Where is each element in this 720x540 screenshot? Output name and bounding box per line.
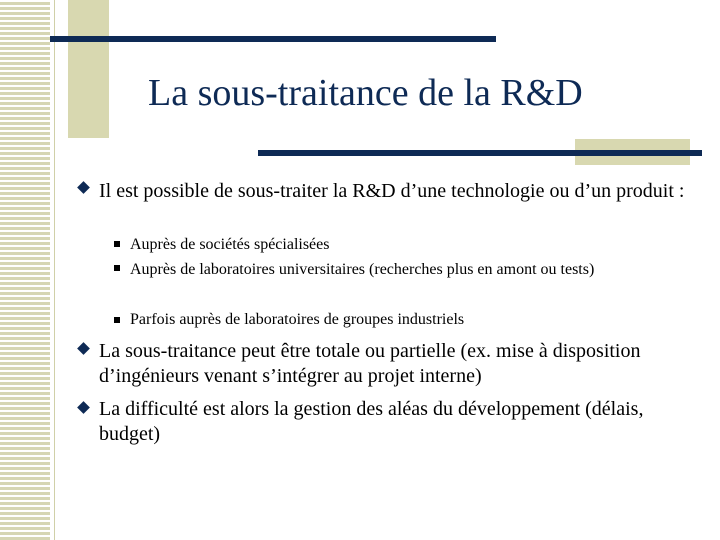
diamond-bullet-icon — [77, 342, 90, 355]
diamond-bullet-icon — [77, 181, 90, 194]
top-accent-bar — [50, 36, 496, 42]
sub-bullet-text: Auprès de laboratoires universitaires (recherches plus en amont ou tests) — [130, 261, 595, 278]
square-bullet-icon — [114, 317, 120, 323]
sub-bullet-text: Parfois auprès de laboratoires de groupes industriels — [130, 311, 465, 328]
bullet-text: La sous-traitance peut être totale ou partielle (ex. mise à disposition d’ingénieurs venant s’intégrer au projet interne) — [99, 340, 641, 387]
square-bullet-icon — [114, 241, 120, 247]
bullet-text: Il est possible de sous-traiter la R&D d’une technologie ou d’un produit : — [99, 180, 685, 202]
decorative-stripes — [0, 0, 50, 540]
bullet-text: La difficulté est alors la gestion des aléas du développement (délais, budget) — [99, 398, 644, 445]
mid-accent-bar — [258, 150, 702, 156]
decorative-vertical-line — [54, 0, 55, 540]
sub-bullet-text: Auprès de sociétés spécialisées — [130, 236, 330, 253]
slide-title: La sous-traitance de la R&D — [148, 72, 583, 114]
square-bullet-icon — [114, 265, 120, 271]
decorative-title-box — [68, 0, 109, 138]
diamond-bullet-icon — [77, 401, 90, 414]
